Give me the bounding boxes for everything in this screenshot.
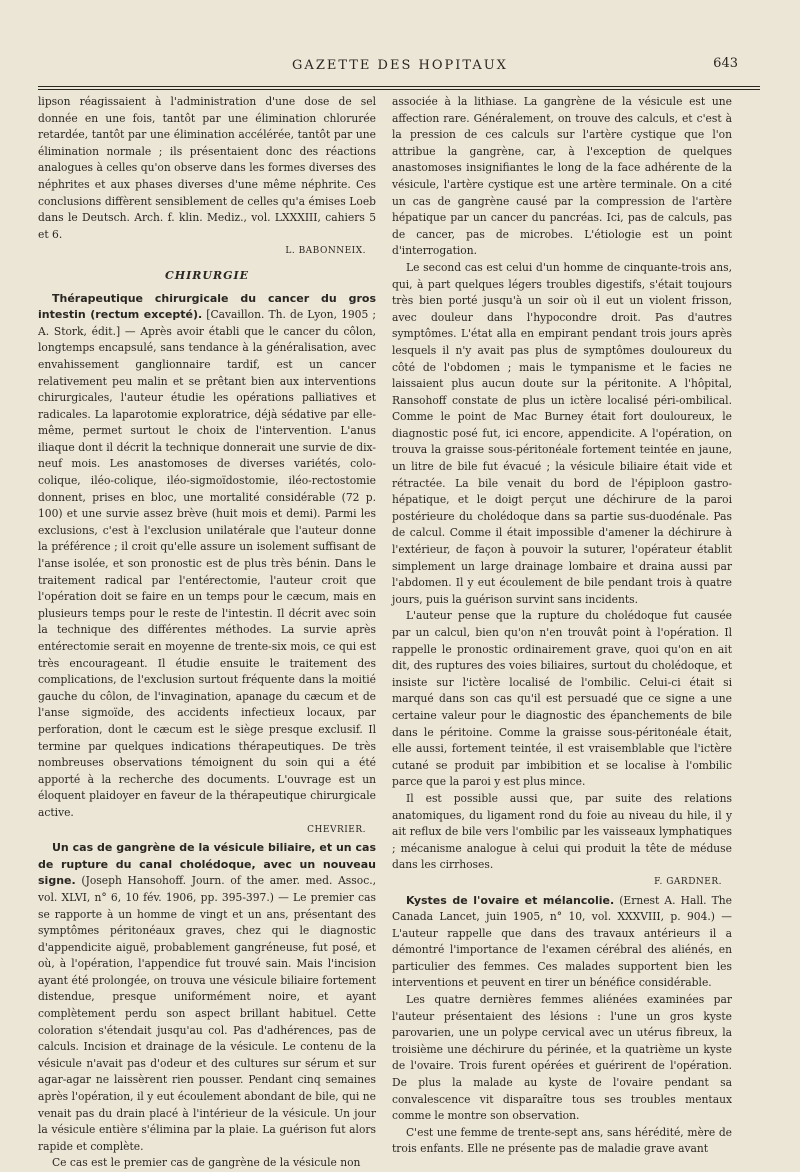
continuation-paragraph: lipson réagissaient à l'administration d'une dose de sel donnée en une fois, tantôt par une élimination chlorurée retardée, tantôt par une élimination accélérée, tantôt par une élimination normale ; ils présentaient donc des réactions analogues à celles qu'on observe dans les formes diverses des néphrites et aux phases diverses d'une même néphrite. Ces conclusions diffèrent sensiblement de celles qu'a émises Loeb dans le Deutsch. Arch. f. klin. Mediz., vol. LXXXIII, cahiers 5 et 6. bbox=[38, 95, 376, 241]
article-thérapeutique bbox=[38, 291, 376, 822]
signature-gardner: F. GARDNER. bbox=[654, 876, 722, 887]
body-paragraph: L'auteur pense que la rupture du cholédoque fut causée par un calcul, bien qu'on n'en trouvât point à l'opération. Il rappelle le pronostic ordinairement grave, quoi qu'on en ait dit, des ruptures des voies biliaires, surtout du cholédoque, et insiste sur l'ictère localisé de l'ombilic. Celui-ci était si marqué dans son cas qu'il est persuadé que ce signe a une certaine valeur pour le diagnostic des épanchements de bile dans le péritoine. Comme la graisse sous-péritonéale était, elle aussi, fortement teintée, il est vraisemblable que l'ictère cutané se produit par imbibition et se localise à l'ombilic parce que la paroi y est plus mince. bbox=[392, 609, 732, 789]
signature-chevrier: CHEVRIER. bbox=[307, 824, 366, 835]
body-paragraph: Les quatre dernières femmes aliénées examinées par l'auteur présentaient des lésions : l'une un gros kyste parovarien, une un polype cervical avec un utérus fibreux, la troisième une déchirure du périnée, et la quatrième un kyste de l'ovaire. Trois furent opérées et guérirent de l'opération. De plus la malade au kyste de l'ovaire pendant sa convalescence vit disparaître tous ses troubles mentaux comme le montre son observation. bbox=[392, 993, 732, 1123]
article-title: Un cas de gangrène de la vésicule biliaire, et un cas de rupture du canal cholédoque, avec un nouveau signe. bbox=[38, 841, 376, 888]
body-paragraph: C'est une femme de trente-sept ans, sans hérédité, mère de trois enfants. Elle ne présente pas de maladie grave avant bbox=[392, 1125, 732, 1156]
article-citation: (Joseph Hansohoff. Journ. of the amer. med. Assoc., vol. XLVI, n° 6, 10 fév. 1906, pp. 395-397.) — bbox=[38, 874, 376, 904]
running-header: GAZETTE DES HOPITAUX bbox=[292, 58, 508, 73]
article-citation: (Ernest A. Hall. The Canada Lancet, juin 1905, n° 10, vol. XXXVIII, p. 904.) — bbox=[392, 893, 732, 924]
header-rule-bottom bbox=[38, 89, 760, 90]
article-body: L'auteur rappelle que dans des travaux antérieurs il a démontré l'importance de l'examen cérébral des aliénés, en particulier des femmes. Ces malades supportent bien les interventions et peuvent en tirer un bénéfice considérable. bbox=[392, 926, 732, 990]
article-body: Le premier cas se rapporte à un homme de vingt et un ans, présentant des symptômes péritonéaux graves, chez qui le diagnostic d'appendicite aiguë, probablement gangréneuse, fut posé, et où, à l'opération, l'appendice fut trouvé sain. Mais l'incision ayant été prolongée, on trouva une vésicule biliaire fortement distendue, presque uniformément noire, et ayant complètement perdu son aspect brillant habituel. Cette coloration s'étendait jusqu'au col. Pas d'adhérences, pas de calculs. Incision et drainage de la vésicule. Le contenu de la vésicule n'avait pas d'odeur et des cultures sur sérum et sur agar-agar ne laissèrent rien pousser. Pendant cinq semaines après l'opération, il y eut écoulement abondant de bile, qui ne venait pas du drain placé à l'intérieur de la vésicule. Un jour la vésicule entière s'élimina par la plaie. La guérison fut alors rapide et complète. bbox=[38, 890, 376, 1153]
right-column bbox=[392, 94, 732, 1156]
section-heading-chirurgie: CHIRURGIE bbox=[164, 268, 250, 282]
article-kystes bbox=[392, 893, 732, 993]
article-gangrene bbox=[38, 840, 376, 1155]
body-paragraph: Le second cas est celui d'un homme de cinquante-trois ans, qui, à part quelques légers troubles digestifs, s'était toujours très bien porté jusqu'à un soir où il eut un violent frisson, avec douleur dans l'hypocondre droit. Pas d'autres symptômes. L'état alla en empirant pendant trois jours après lesquels il n'y avait pas plus de symptômes douloureux du côté de l'obdomen ; mais le tympanisme et le facies ne laissaient plus aucun doute sur la péritonite. A l'hôpital, Ransohoff constate de plus un ictère localisé péri-ombilical. Comme le point de Mac Burney était fort douloureux, le diagnostic posé fut, ici encore, appendicite. A l'opération, on trouva la graisse sous-péritonéale fortement teintée en jaune, un litre de bile fut évacué ; la vésicule biliaire était vide et rétractée. La bile venait du bord de l'épiploon gastro-hépatique, et le doigt perçut une déchirure de la paroi postérieure du cholédoque dans sa partie sus-duodénale. Pas de calcul. Comme il était impossible d'amener la déchirure à l'extérieur, de façon à pouvoir la suturer, l'opérateur établit simplement un large drainage lombaire et draina aussi par l'abdomen. Il y eut écoulement de bile pendant trois à quatre jours, puis la guérison survint sans incidents. bbox=[392, 260, 732, 606]
article-citation: [Cavaillon. Th. de Lyon, 1905 ; A. Stork, édit.] — bbox=[38, 308, 376, 338]
body-paragraph: Il est possible aussi que, par suite des relations anatomiques, du ligament rond du foie au niveau du hile, il y ait reflux de bile vers l'ombilic par les vaisseaux lymphatiques ; mécanisme analogue à celui qui produit la tête de méduse dans les cirrhoses. bbox=[392, 791, 732, 872]
signature-babonneix: L. BABONNEIX. bbox=[285, 246, 366, 257]
body-paragraph: associée à la lithiase. La gangrène de la vésicule est une affection rare. Généralement, on trouve des calculs, et c'est à la pression de ces calculs sur l'artère cystique que l'on attribue la gangrène, car, à l'exception de quelques anastomoses insignifiantes le long de la face adhérente de la vésicule, l'artère cystique est une artère terminale. On a cité un cas de gangrène causé par la compression de l'artère hépatique par un cancer du pancréas. Ici, pas de calculs, pas de cancer, pas de microbes. L'étiologie est un point d'interrogation. bbox=[392, 95, 732, 258]
body-paragraph: Ce cas est le premier cas de gangrène de la vésicule non bbox=[52, 1156, 361, 1170]
article-title: Kystes de l'ovaire et mélancolie. bbox=[406, 893, 615, 907]
article-body: Après avoir établi que le cancer du côlon, longtemps encapsulé, sans tendance à la généralisation, avec envahissement ganglionnaire tardif, est un cancer relativement peu malin et se prêtant bien aux interventions chirurgicales, l'auteur étudie les opérations palliatives et radicales. La laparotomie exploratrice, déjà sédative par elle-même, permet surtout le choix de l'intervention. L'anus iliaque dont il décrit la technique donnerait une survie de dix-neuf mois. Les anastomoses de diverses variétés, colo-colique, iléo-colique, iléo-sigmoïdostomie, iléo-rectostomie donnent, prises en bloc, une mortalité considérable (72 p. 100) et une survie assez brève (huit mois et demi). Parmi les exclusions, c'est à l'exclusion unilatérale que l'auteur donne la préférence ; il croit qu'elle assure un isolement suffisant de l'anse isolée, et son pronostic est de plus très bénin. Dans le traitement radical par l'entérectomie, l'auteur croit que l'opération doit se faire en un temps pour le cæcum, mais en plusieurs temps pour le reste de l'intestin. Il décrit avec soin la technique des différentes méthodes. La survie après entérectomie serait en moyenne de trente-six mois, ce qui est très encourageant. Il étudie ensuite le traitement des complications, de l'exclusion surtout fréquente dans la moitié gauche du côlon, de l'invagination, apanage du cæcum et de l'anse sigmoïde, des accidents infectieux locaux, par perforation, dont le cæcum est le siège presque exclusif. Il termine par quelques indications thérapeutiques. De très nombreuses observations témoignent du soin qui a été apporté à la recherche des documents. L'ouvrage est un éloquent plaidoyer en faveur de la thérapeutique chirurgicale active. bbox=[38, 324, 376, 819]
header-rule-top bbox=[38, 86, 760, 87]
article-title: Thérapeutique chirurgicale du cancer du gros intestin (rectum excepté). bbox=[38, 291, 376, 322]
left-column bbox=[38, 94, 376, 1170]
page-number: 643 bbox=[713, 56, 738, 71]
